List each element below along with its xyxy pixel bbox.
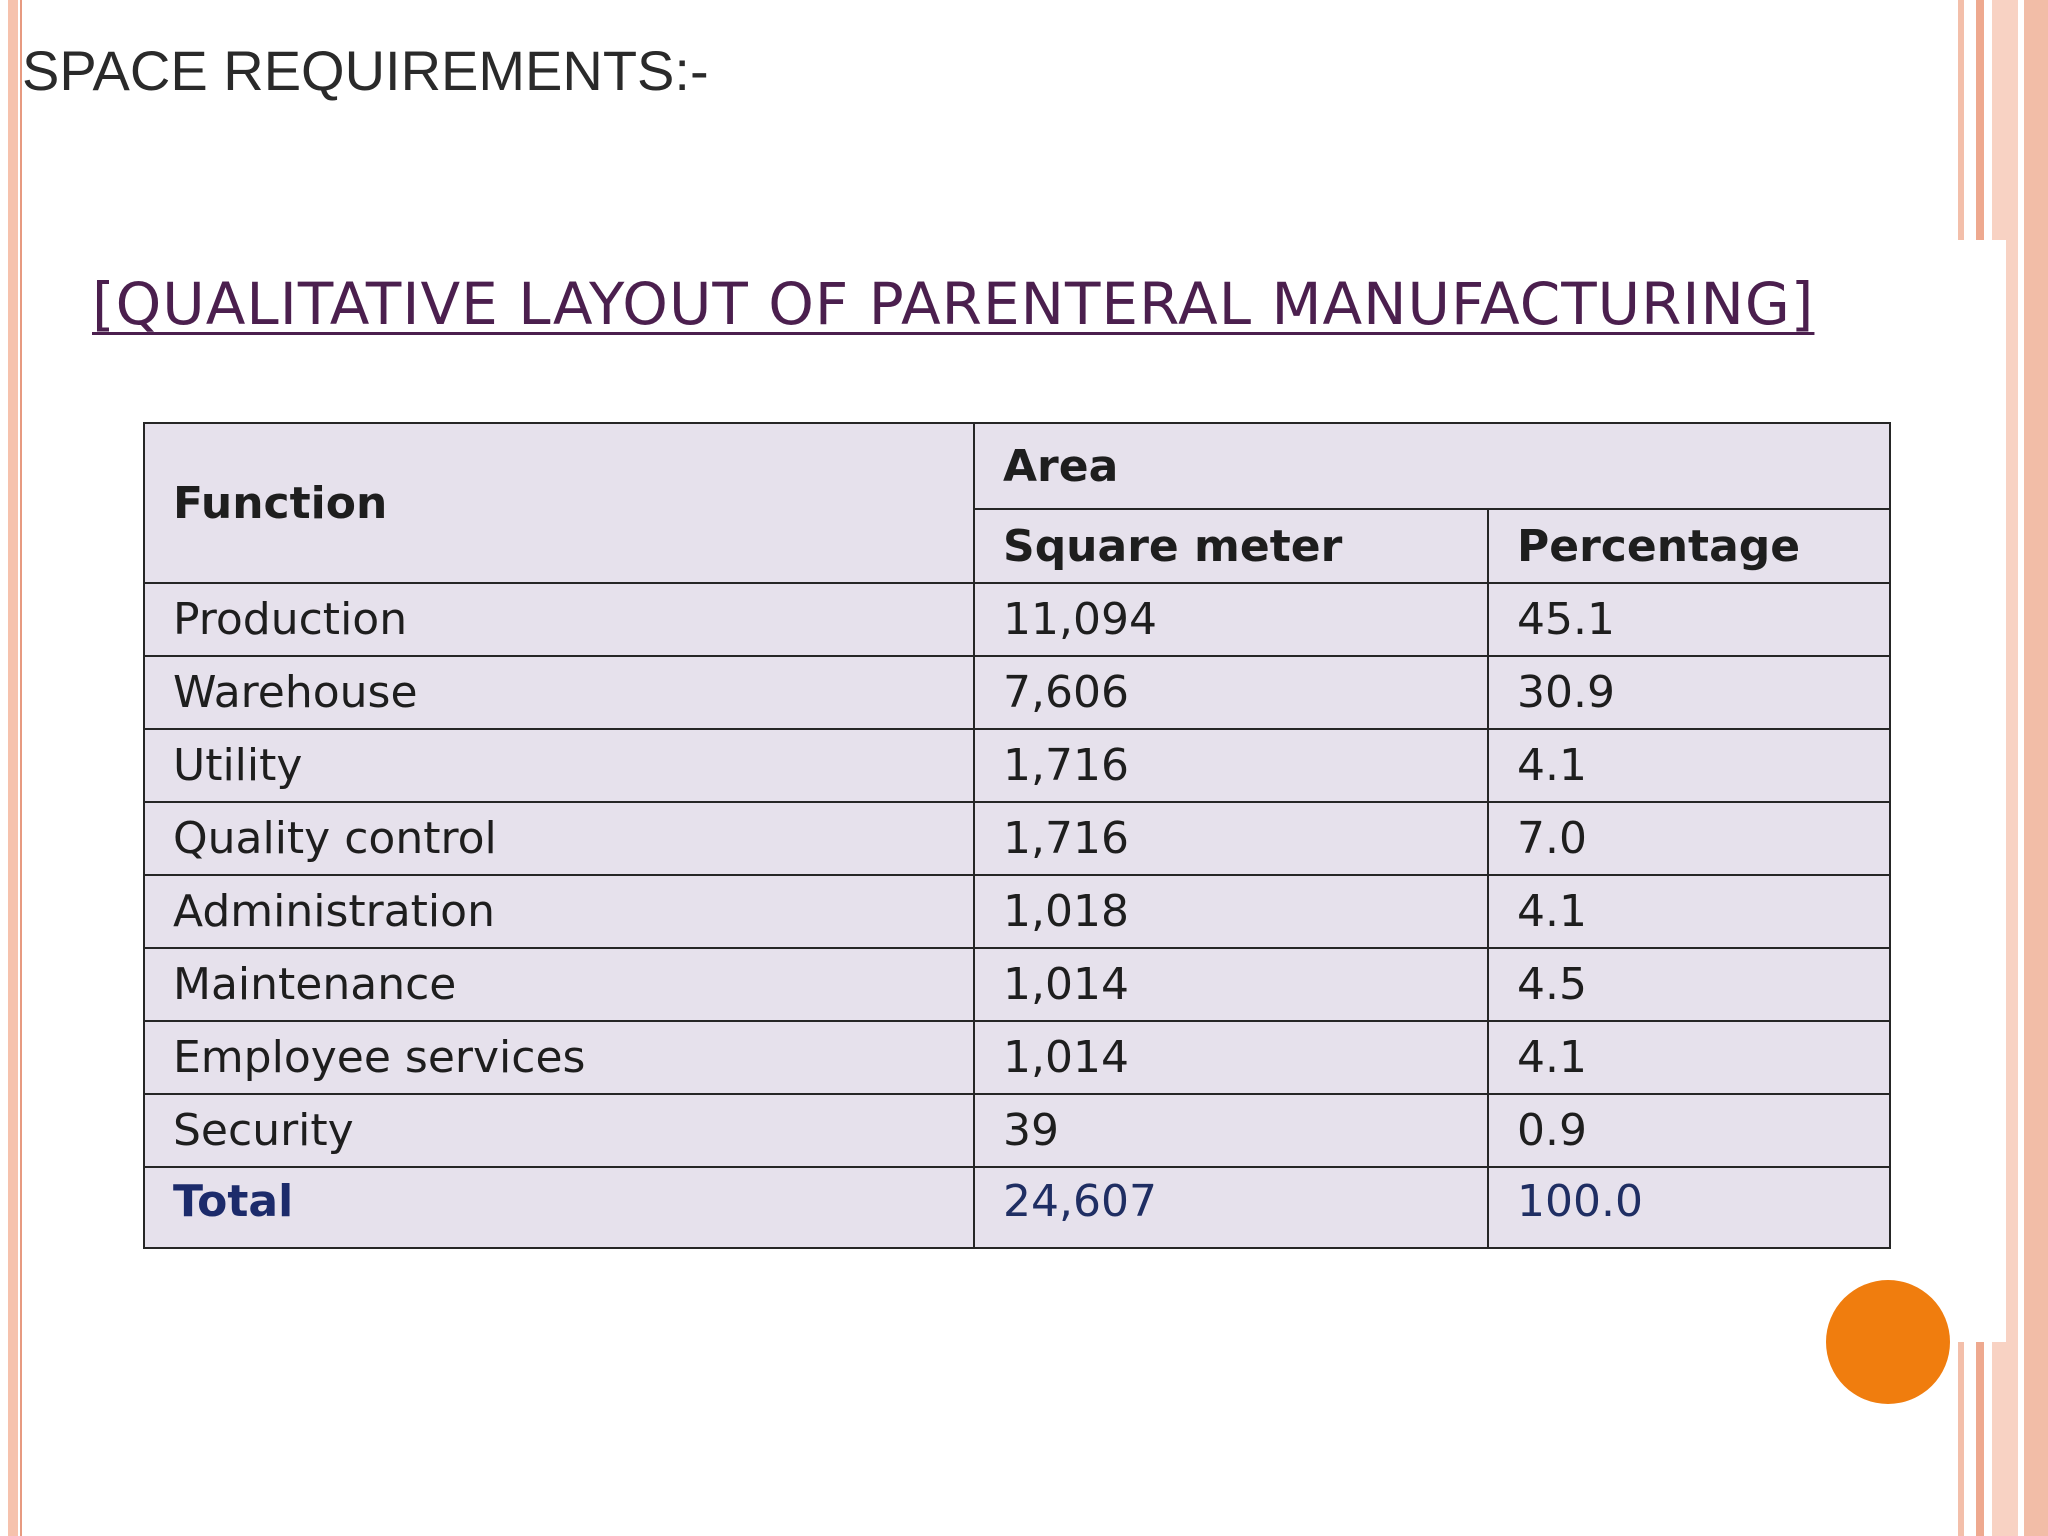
table-row [144,1094,1890,1167]
square-meter-cell: 1,014 [974,948,1488,1021]
table-row [144,948,1890,1021]
left-border-band [8,0,18,1536]
function-cell: Production [144,583,974,656]
table-row [144,729,1890,802]
function-cell: Warehouse [144,656,974,729]
function-cell: Employee services [144,1021,974,1094]
slide-title: SPACE REQUIREMENTS:- [22,39,709,102]
function-cell: Administration [144,875,974,948]
percentage-cell: 4.1 [1488,875,1890,948]
percentage-cell: 4.1 [1488,729,1890,802]
table-row [144,1021,1890,1094]
table-row [144,875,1890,948]
left-border-line [20,0,22,1536]
table-row [144,802,1890,875]
orange-circle-decoration [1826,1280,1950,1404]
percentage-cell: 7.0 [1488,802,1890,875]
percentage-cell: 30.9 [1488,656,1890,729]
function-column-header: Function [144,423,974,583]
square-meter-cell: 1,014 [974,1021,1488,1094]
square-meter-cell: 1,716 [974,729,1488,802]
table-total-row [144,1167,1890,1248]
right-border-stripe [2024,0,2048,1536]
percentage-column-header: Percentage [1488,509,1890,583]
square-meter-column-header: Square meter [974,509,1488,583]
embedded-table-image [28,240,2006,1342]
table-header-row [144,423,1890,509]
function-cell: Maintenance [144,948,974,1021]
percentage-cell: 45.1 [1488,583,1890,656]
total-square-meter-cell: 24,607 [974,1167,1488,1248]
total-label-cell: Total [144,1167,974,1248]
table-row [144,656,1890,729]
area-column-header: Area [974,423,1890,509]
percentage-cell: 0.9 [1488,1094,1890,1167]
function-cell: Security [144,1094,974,1167]
total-percentage-cell: 100.0 [1488,1167,1890,1248]
square-meter-cell: 1,716 [974,802,1488,875]
square-meter-cell: 11,094 [974,583,1488,656]
percentage-cell: 4.5 [1488,948,1890,1021]
square-meter-cell: 7,606 [974,656,1488,729]
square-meter-cell: 1,018 [974,875,1488,948]
table-row [144,583,1890,656]
percentage-cell: 4.1 [1488,1021,1890,1094]
function-cell: Quality control [144,802,974,875]
left-decorative-border [0,0,26,1536]
space-requirements-table [143,422,1891,1249]
square-meter-cell: 39 [974,1094,1488,1167]
layout-heading: [QUALITATIVE LAYOUT OF PARENTERAL MANUFACTURING] [92,270,1815,338]
function-cell: Utility [144,729,974,802]
